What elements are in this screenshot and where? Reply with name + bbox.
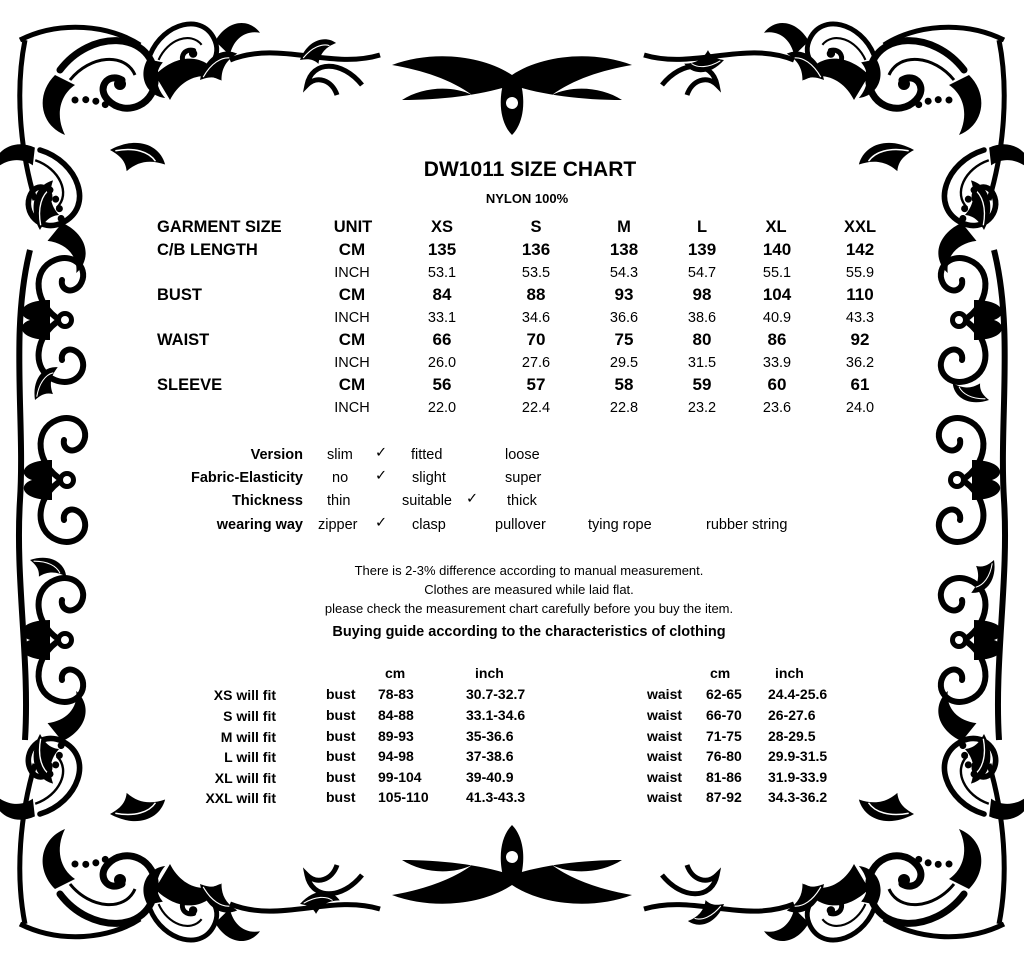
option-loose: loose [505,447,540,463]
guide-bust-cm: 84-88 [378,707,414,723]
value-inch: 53.5 [521,265,551,281]
attr-label-wearing-way: wearing way [216,517,303,533]
option-tying-rope: tying rope [588,517,652,533]
value-cm: 138 [609,240,639,259]
guide-bust-label: bust [326,789,356,805]
value-inch: 27.6 [521,355,551,371]
value-cm: 70 [526,330,546,349]
guide-waist-cm: 76-80 [706,748,742,764]
value-inch: 34.6 [521,310,551,326]
guide-bust-cm: 105-110 [378,789,429,805]
value-cm: 75 [614,330,634,349]
value-cm: 56 [432,375,452,394]
option-zipper: zipper [318,517,358,533]
unit-cm: CM [338,330,366,349]
material-label: NYLON 100% [485,191,569,206]
value-inch: 26.0 [427,355,457,371]
guide-bust-cm: 99-104 [378,769,422,785]
value-inch: 24.0 [845,400,875,416]
value-cm: 93 [614,285,634,304]
page-title: DW1011 SIZE CHART [423,158,637,181]
row-label-waist: WAIST [157,331,210,349]
value-inch: 40.9 [762,310,792,326]
guide-waist-cm: 87-92 [706,789,742,805]
guide-waist-inch: 34.3-36.2 [768,789,828,805]
attr-label-version: Version [250,447,303,463]
guide-waist-inch: 31.9-33.9 [768,769,828,785]
value-inch: 22.4 [521,400,551,416]
check-mark: ✓ [375,515,388,531]
unit-inch: INCH [334,400,370,416]
value-inch: 53.1 [427,265,457,281]
row-label-bust: BUST [157,286,202,304]
value-cm: 140 [762,240,792,259]
value-cm: 135 [427,240,457,259]
value-inch: 36.2 [845,355,875,371]
value-cm: 104 [762,285,792,304]
check-mark: ✓ [375,468,388,484]
note-laid-flat: Clothes are measured while laid flat. [424,582,634,597]
value-cm: 57 [526,375,546,394]
guide-waist-inch: 29.9-31.5 [768,748,828,764]
value-inch: 33.9 [762,355,792,371]
value-cm: 98 [692,285,712,304]
value-inch: 23.2 [687,400,717,416]
guide-bust-inch: 37-38.6 [466,748,514,764]
value-cm: 58 [614,375,634,394]
header-size-l: L [696,218,708,236]
guide-bust-inch-header: inch [475,665,504,681]
unit-inch: INCH [334,310,370,326]
unit-inch: INCH [334,355,370,371]
guide-bust-label: bust [326,748,356,764]
value-cm: 80 [692,330,712,349]
value-cm: 84 [432,285,452,304]
value-cm: 59 [692,375,712,394]
guide-waist-cm: 66-70 [706,707,742,723]
guide-waist-label: waist [647,789,683,805]
row-label-cb-length: C/B LENGTH [157,241,258,259]
guide-bust-inch: 39-40.9 [466,769,514,785]
value-cm: 142 [845,240,875,259]
unit-cm: CM [338,285,366,304]
guide-bust-cm: 94-98 [378,748,414,764]
header-size-s: S [530,218,542,236]
guide-bust-cm: 78-83 [378,686,414,702]
guide-bust-label: bust [326,769,356,785]
value-cm: 66 [432,330,452,349]
guide-waist-label: waist [647,769,683,785]
guide-waist-inch-header: inch [775,665,804,681]
guide-waist-label: waist [647,707,683,723]
option-no: no [332,470,349,486]
value-cm: 139 [687,240,717,259]
unit-cm: CM [338,375,366,394]
value-inch: 36.6 [609,310,639,326]
guide-bust-inch: 30.7-32.7 [466,686,526,702]
guide-bust-label: bust [326,728,356,744]
guide-fit-label: L will fit [224,749,276,765]
guide-waist-cm: 62-65 [706,686,742,702]
guide-fit-label: M will fit [220,729,276,745]
value-inch: 31.5 [687,355,717,371]
note-check-chart: please check the measurement chart carefully before you buy the item. [324,601,734,616]
option-thin: thin [327,493,351,509]
guide-bust-label: bust [326,707,356,723]
header-size-xl: XL [765,218,787,236]
value-cm: 110 [846,285,874,304]
value-inch: 33.1 [427,310,457,326]
option-suitable: suitable [402,493,452,509]
value-inch: 55.9 [845,265,875,281]
guide-bust-cm-header: cm [385,665,406,681]
option-pullover: pullover [495,517,546,533]
value-inch: 22.0 [427,400,457,416]
guide-bust-label: bust [326,686,356,702]
value-inch: 55.1 [762,265,792,281]
option-clasp: clasp [412,517,446,533]
header-size-m: M [617,218,631,236]
guide-fit-label: S will fit [223,708,276,724]
row-label-sleeve: SLEEVE [157,376,223,394]
note-difference: There is 2-3% difference according to manual measurement. [354,563,704,578]
attr-label-elasticity: Fabric-Elasticity [190,470,303,486]
header-unit: UNIT [333,218,373,236]
value-cm: 136 [521,240,551,259]
guide-bust-inch: 33.1-34.6 [466,707,526,723]
value-inch: 54.7 [687,265,717,281]
attr-label-thickness: Thickness [232,493,303,509]
value-inch: 43.3 [845,310,875,326]
guide-waist-label: waist [647,748,683,764]
guide-waist-inch: 24.4-25.6 [768,686,828,702]
check-mark: ✓ [466,491,479,507]
header-garment-size: GARMENT SIZE [157,218,282,236]
unit-cm: CM [338,240,366,259]
value-inch: 23.6 [762,400,792,416]
guide-waist-cm-header: cm [710,665,731,681]
guide-fit-label: XXL will fit [205,790,276,806]
unit-inch: INCH [334,265,370,281]
guide-fit-label: XS will fit [213,687,276,703]
guide-waist-label: waist [647,728,683,744]
guide-bust-inch: 35-36.6 [466,728,514,744]
option-slim: slim [327,447,353,463]
option-fitted: fitted [411,447,443,463]
guide-fit-label: XL will fit [214,770,276,786]
option-rubber-string: rubber string [706,517,788,533]
header-size-xxl: XXL [843,218,877,236]
value-cm: 92 [850,330,870,349]
header-size-xs: XS [430,218,454,236]
guide-waist-cm: 71-75 [706,728,742,744]
value-cm: 60 [767,375,787,394]
guide-bust-cm: 89-93 [378,728,414,744]
check-mark: ✓ [375,445,388,461]
value-cm: 88 [526,285,546,304]
guide-waist-inch: 28-29.5 [768,728,816,744]
guide-bust-inch: 41.3-43.3 [466,789,526,805]
value-inch: 22.8 [609,400,639,416]
value-cm: 86 [767,330,787,349]
value-inch: 54.3 [609,265,639,281]
buying-guide-title: Buying guide according to the characteristics of clothing [332,624,726,640]
guide-waist-label: waist [647,686,683,702]
option-thick: thick [507,493,537,509]
value-inch: 29.5 [609,355,639,371]
guide-waist-inch: 26-27.6 [768,707,816,723]
value-inch: 38.6 [687,310,717,326]
option-super: super [505,470,542,486]
option-slight: slight [412,470,446,486]
value-cm: 61 [850,375,870,394]
guide-waist-cm: 81-86 [706,769,742,785]
